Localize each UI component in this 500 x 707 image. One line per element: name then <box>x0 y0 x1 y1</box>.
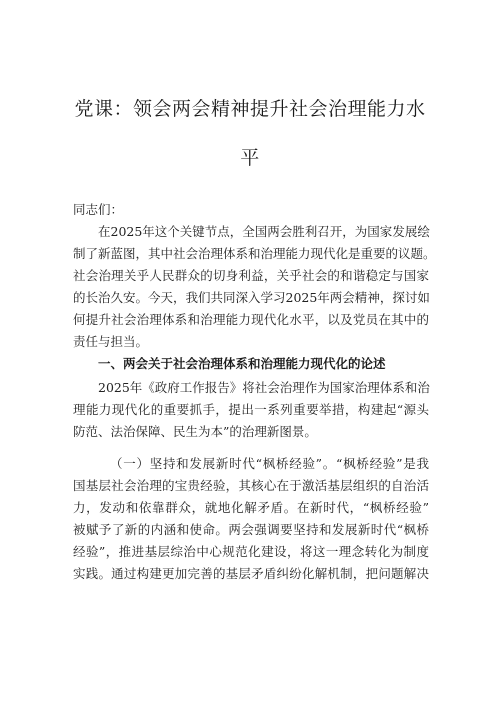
paragraph-2-line: 2025年《政府工作报告》将社会治理作为国家治理体系和治 <box>98 380 430 395</box>
paragraph-1-line: 制了新蓝图，其中社会治理体系和治理能力现代化是重要的议题。 <box>73 246 436 261</box>
document-title-line-2: 平 <box>240 147 260 169</box>
paragraph-3-line: 国基层社会治理的宝贵经验，其核心在于激活基层组织的自治活 <box>73 478 429 493</box>
paragraph-3-line: （一）坚持和发展新时代“枫桥经验”。“枫桥经验”是我 <box>110 456 429 471</box>
paragraph-1-line: 在2025年这个关键节点，全国两会胜利召开，为国家发展绘 <box>98 224 430 239</box>
paragraph-3-line: 实践。通过构建更加完善的基层矛盾纠纷化解机制，把问题解决 <box>73 566 429 581</box>
paragraph-3-line: 被赋予了新的内涵和使命。两会强调要坚持和发展新时代“枫桥 <box>73 522 429 537</box>
paragraph-1-line: 的长治久安。今天，我们共同深入学习2025年两会精神，探讨如 <box>73 290 430 305</box>
paragraph-3-line: 经验”，推进基层综治中心规范化建设，将这一理念转化为制度 <box>73 544 429 559</box>
paragraph-2-line: 防范、法治保障、民生为本”的治理新图景。 <box>73 424 317 439</box>
paragraph-3-line: 力，发动和依靠群众，就地化解矛盾。在新时代，“枫桥经验” <box>73 500 429 515</box>
paragraph-1-line: 责任与担当。 <box>73 334 149 349</box>
paragraph-1-line: 社会治理关乎人民群众的切身利益，关乎社会的和谐稳定与国家 <box>73 268 429 283</box>
section-1-heading: 一、两会关于社会治理体系和治理能力现代化的论述 <box>98 356 386 371</box>
salutation: 同志们： <box>73 202 124 217</box>
document-title-line-1: 党课：领会两会精神提升社会治理能力水 <box>74 98 426 120</box>
paragraph-1-line: 何提升社会治理体系和治理能力现代化水平，以及党员在其中的 <box>73 312 429 327</box>
paragraph-2-line: 理能力现代化的重要抓手，提出一系列重要举措，构建起“源头 <box>73 402 429 417</box>
